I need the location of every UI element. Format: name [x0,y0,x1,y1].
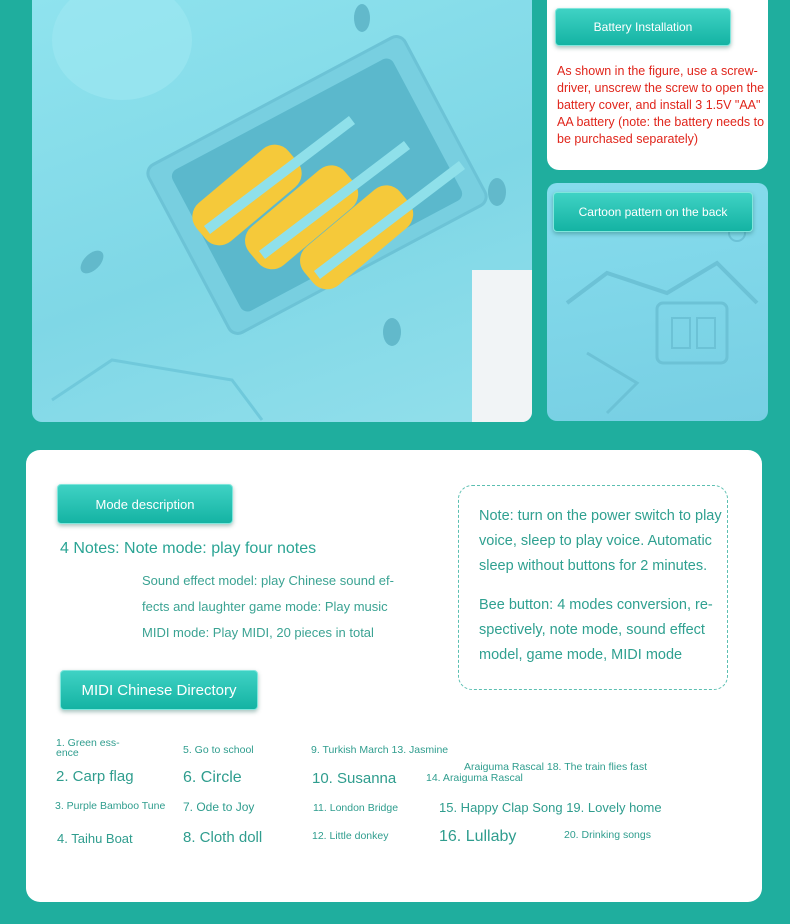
song-item: 1. Green ess- ence [56,737,120,759]
song-item: 9. Turkish March 13. Jasmine [311,744,449,756]
song-item: 7. Ode to Joy [183,800,255,814]
song-item: 10. Susanna [312,770,397,787]
bee-button-text: Bee button: 4 modes conversion, re-spectively, note mode, sound effect model, game mode, MIDI mode [479,597,713,663]
song-item: 2. Carp flag [56,768,134,785]
mode-info-panel [26,450,762,902]
power-note-box [458,485,728,690]
mode-line-3: MIDI mode: Play MIDI, 20 pieces in total [142,625,374,640]
song-item: 16. Lullaby [439,828,517,845]
battery-installation-card [547,0,768,170]
song-item: 8. Cloth doll [183,829,263,846]
mode-line-1: Sound effect model: play Chinese sound ef- [142,573,394,588]
battery-compartment-photo [32,0,532,422]
midi-directory-title: MIDI Chinese Directory [60,670,258,710]
song-item: 6. Circle [183,769,242,786]
battery-installation-text: As shown in the figure, use a screw-driver, unscrew the screw to open the battery cover, and install 3 1.5V "AA" AA battery (note: the battery needs to be purchased separately) [557,64,765,146]
song-item: 11. London Bridge [313,802,399,814]
back-cartoon-title: Cartoon pattern on the back [553,192,753,232]
song-item: 3. Purple Bamboo Tune [55,800,166,812]
mode-body-text [142,568,412,646]
mode-description-title: Mode description [57,484,233,524]
song-item: Araiguma Rascal 18. The train flies fast [464,761,648,773]
battery-compartment-illustration [32,0,532,422]
battery-installation-title: Battery Installation [555,8,731,46]
mode-line-2: fects and laughter game mode: Play music [142,599,388,614]
song-item: 5. Go to school [183,744,254,756]
notes-mode-line: 4 Notes: Note mode: play four notes [60,540,317,557]
back-cartoon-photo [547,183,768,421]
song-item: 15. Happy Clap Song 19. Lovely home [439,800,662,815]
song-item: 4. Taihu Boat [57,831,133,846]
song-item: 20. Drinking songs [564,829,651,841]
power-note-text: Note: turn on the power switch to play voice, sleep to play voice. Automatic sleep without buttons for 2 minutes. [479,508,722,574]
song-item: 12. Little donkey [312,830,389,842]
song-item: 14. Araiguma Rascal [426,772,523,784]
